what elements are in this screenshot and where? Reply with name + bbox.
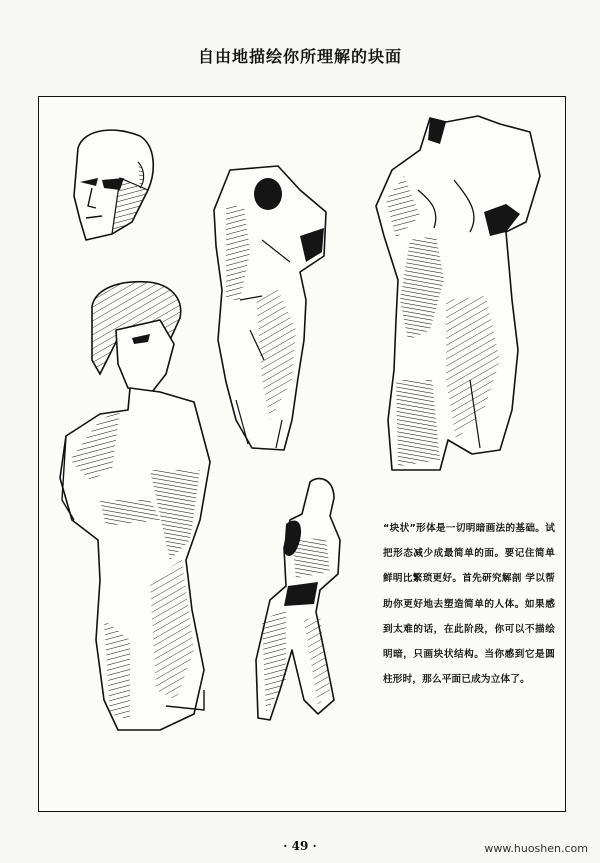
small-figure-sketch bbox=[256, 479, 340, 720]
page-number: · 49 · bbox=[283, 839, 317, 853]
block-torso-sketch-three-quarter bbox=[376, 116, 540, 470]
block-head-sketch bbox=[74, 130, 153, 240]
caption-text: “块状”形体是一切明暗画法的基础。试把形态减少成最简单的面。要记住简单鲜明比繁琐更好。首先研究解剖 学以帮助你更好地去塑造简单的人体。如果感到太难的话，在此阶段，你可以不描绘明暗，只画块状结构。当你感到它是圆柱形时，那么平面已成为立体了。 bbox=[383, 523, 555, 686]
block-torso-sketch-front bbox=[214, 166, 326, 450]
bust-with-head-sketch bbox=[60, 282, 210, 730]
page-title: 自由地描绘你所理解的块面 bbox=[197, 47, 402, 66]
watermark-link[interactable]: www.huoshen.com bbox=[484, 842, 588, 855]
